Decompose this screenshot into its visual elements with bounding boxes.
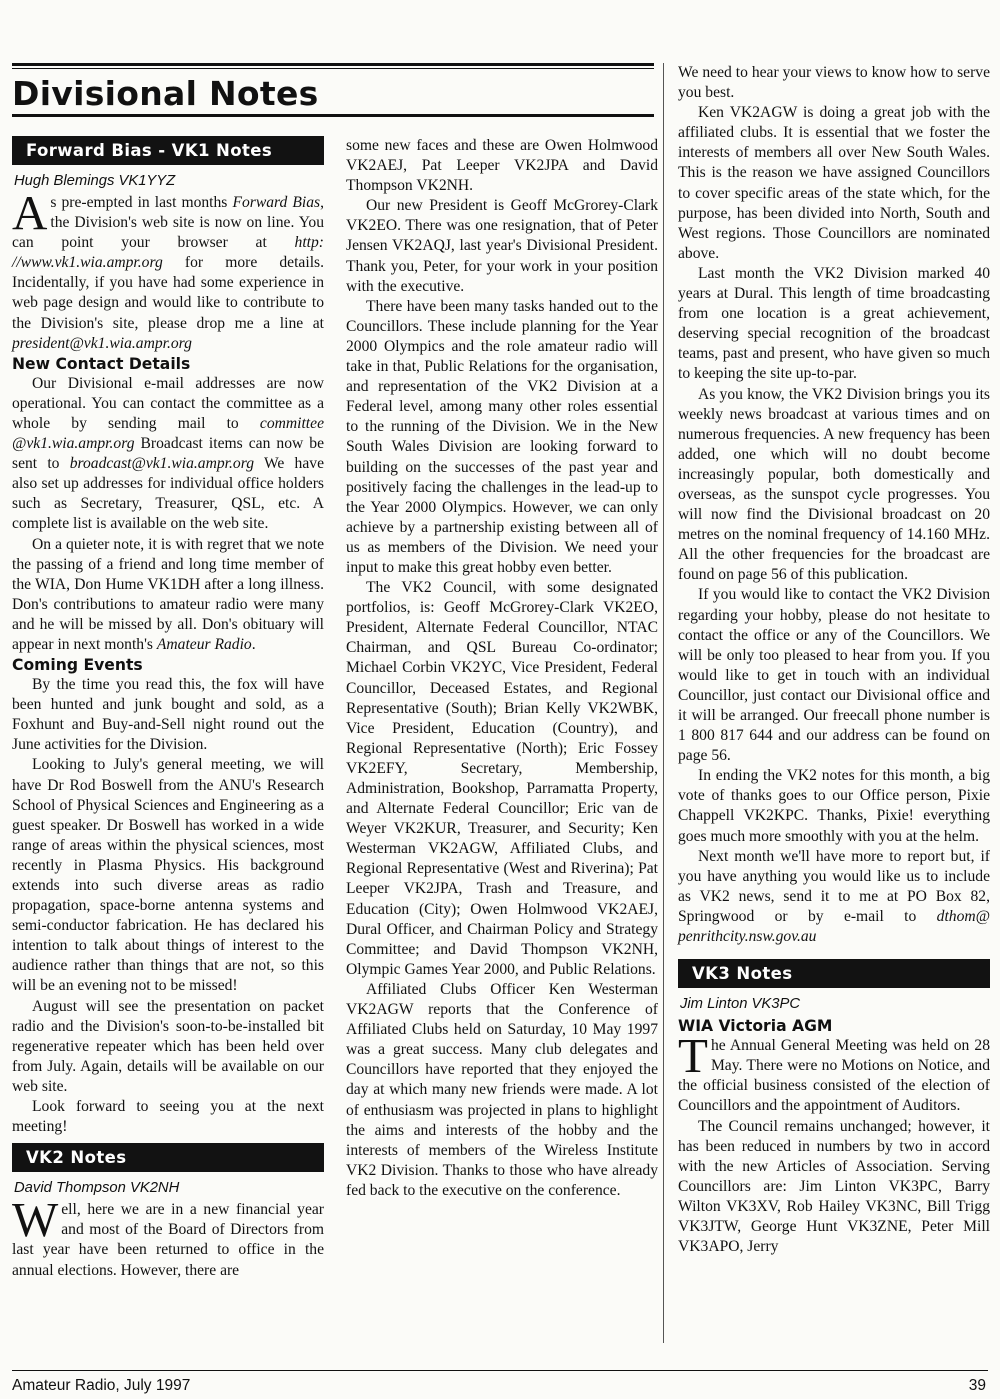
footer-rule — [12, 1370, 988, 1371]
contact-paragraph-1: Our Divisional e-mail addresses are now operational. You can contact the committee as a whole by sending mail to committee @vk1.wia.ampr.org Broadcast items can now be sent to broadcast@vk1.wia.ampr.org We have also set up addresses for individual office holders such as Secretary, Treasurer, QSL, etc. A complete list is available on the web site. — [12, 374, 324, 533]
events-paragraph-1: By the time you read this, the fox will have been hunted and junk bought and sold, as a Foxhunt and Buy-and-Sell night round out the June activities for the Division. — [12, 676, 324, 754]
author-vk3: Jim Linton VK3PC — [680, 996, 801, 1013]
subhead-new-contact-details: New Contact Details — [12, 354, 191, 373]
vk2-paragraph-8: Ken VK2AGW is doing a great job with the affiliated clubs. It is essential that we foster the interests of members all over New South Wales. This is the reason we have assigned Councillors to cover specific areas of the state which, for the purpose, has been divided into North, South and West regions. Those Councillors are nominated above. — [678, 104, 990, 262]
vk2-paragraph-12: In ending the VK2 notes for this month, a big vote of thanks goes to our Office person, Pixie Chappell VK2KPC. Thanks, Pixie! everything goes much more smoothly with you at the helm. — [678, 767, 990, 845]
column-divider — [663, 63, 664, 1343]
subhead-coming-events: Coming Events — [12, 656, 143, 675]
email-address: dthom@ penrithcity.nsw.gov.au — [678, 907, 990, 946]
header-rule-bottom — [12, 68, 654, 69]
contact-paragraph-2: On a quieter note, it is with regret that we note the passing of a friend and long time member of the WIA, Don Hume VK1DH after a long illness. Don's contributions to amateur radio were many and he will be missed by all. Don's obituary will appear in next month's Amateur Radio. — [12, 535, 324, 653]
page-title: Divisional Notes — [12, 74, 319, 113]
events-paragraph-2: Looking to July's general meeting, we will have Dr Rod Boswell from the ANU's Research School of Physical Sciences and Engineering as a guest speaker. Dr Boswell has worked in a wide range of areas within the physical sciences, most recently in Plasma Physics. His background extends into such diverse areas as radio propagation, space-borne antenna systems and semi-conductor fabrication. He has declared his intention to talk about things of interest to the audience rather than things that are not, so this will be an evening not to be missed! — [12, 756, 324, 995]
events-paragraph-4: Look forward to seeing you at the next meeting! — [12, 1098, 324, 1136]
author-vk1: Hugh Blemings VK1YYZ — [14, 173, 176, 189]
header-rule-top — [12, 63, 654, 66]
subhead-wia-victoria-agm: WIA Victoria AGM — [678, 1017, 833, 1036]
drop-cap: W — [12, 1192, 59, 1248]
vk3-paragraph-2: The Council remains unchanged; however, it has been reduced in numbers by two in accord with the new Articles of Association. Serving Councillors are: Jim Linton VK3PC, Barry Wilton VK3XV, Rob Hailey VK3NC, Bill Trigg VK3JTW, George Hunt VK3ZNE, Peter Mill VK3APO, Jerry — [678, 1117, 990, 1256]
vk2-paragraph-3: Our new President is Geoff McGrorey-Clark VK2EO. There was one resignation, that of Peter Jensen VK2AQJ, last year's Divisional President. Thank you, Peter, for your work in your position with the executive. — [346, 197, 658, 295]
email-address: broadcast@vk1.wia.ampr.org — [69, 455, 254, 473]
footer-page-number: 39 — [968, 1377, 986, 1394]
vk2-paragraph-2: some new faces and these are Owen Holmwood VK2AEJ, Pat Leeper VK2JPA and David Thompson VK2NH. — [346, 137, 658, 195]
column-3 — [678, 63, 990, 1257]
section-bar-vk3: VK3 Notes — [678, 959, 990, 988]
vk1-paragraph-1: As pre-empted in last months Forward Bias, the Division's web site is now on line. You can point your browser at http: //www.vk1.wia.ampr.org for more details. Incidentally, if you have had some experience in web page design and would like to contribute to the Division's site, please drop me a line at president@vk1.wia.ampr.org — [12, 185, 324, 352]
section-bar-vk2: VK2 Notes — [12, 1143, 324, 1172]
vk2-paragraph-6: Affiliated Clubs Officer Ken Westerman VK2AGW reports that the Conference of Affiliated Clubs held on Saturday, 10 May 1997 was a great success. Many club delegates and Councillors have reported that they enjoyed the day at which many new friends were made. A lot of enthusiasm was projected in plans to highlight the aims and interests of the hobby and the interests of members of the Wireless Institute VK2 Division. Thanks to those who have already fed back to the executive on the conference. — [346, 980, 658, 1199]
events-paragraph-3: August will see the presentation on packet radio and the Division's soon-to-be-installed bit regenerative repeater which has been held over from July. Again, details will be available on our web site. — [12, 997, 324, 1095]
vk2-paragraph-11: If you would like to contact the VK2 Division regarding your hobby, please do not hesitate to contact the office or any of the Councillors. We will be only too pleased to hear from you. If you would like to get in touch with an individual Councillor, just contact our Divisional office and it will be arranged. Our freecall phone number is 1 800 817 644 and our address can be found on page 56. — [678, 586, 990, 765]
vk2-paragraph-13: Next month we'll have more to report but, if you have anything you would like us to include as VK2 news, send it to me at PO Box 82, Springwood or by e-mail to dthom@ penrithcity.nsw.gov.au — [678, 847, 990, 946]
vk2-paragraph-9: Last month the VK2 Division marked 40 years at Dural. This length of time broadcasting from one location is a great achievement, deserving special recognition of the broadcast teams, past and present, who have given so much to keeping the site up-to-par. — [678, 264, 990, 383]
drop-cap: A — [12, 185, 48, 240]
vk2-paragraph-7: We need to hear your views to know how to serve you best. — [678, 64, 990, 102]
vk2-paragraph-1: Well, here we are in a new financial year and most of the Board of Directors from last year have been returned to office in the annual elections. However, there are — [12, 1192, 324, 1279]
email-address: president@vk1.wia.ampr.org — [12, 334, 192, 352]
title-underline — [12, 114, 654, 117]
web-address: http: //www.vk1.wia.ampr.org — [12, 234, 324, 272]
section-bar-vk1: Forward Bias - VK1 Notes — [12, 136, 324, 165]
vk2-paragraph-10: As you know, the VK2 Division brings you its weekly news broadcast at various times and on numerous frequencies. A new frequency has been added, one which will no doubt become increasingly popular, both domestically and overseas, as the sunspot cycle progresses. You will now find the Divisional broadcast on 20 metres on the nominal frequency of 14.160 MHz. All the other frequencies for the broadcast are found on page 56 of this publication. — [678, 385, 990, 584]
author-vk2: David Thompson VK2NH — [14, 1180, 180, 1197]
column-1 — [12, 136, 324, 1281]
email-address: committee @vk1.wia.ampr.org — [12, 414, 324, 453]
vk2-paragraph-4: There have been many tasks handed out to the Councillors. These include planning for the Year 2000 Olympics and the role amateur radio will take in that, Public Relations for the organisation, and representation of the VK2 Division at a Federal level, among many other roles essential to the running of the Division. We in the New South Wales Division are looking forward to building on the successes of the past year and positively facing the challenges in the lead-up to the Year 2000 Olympics. However, we can only achieve by a partnership existing between all of us as members of the Division. We need your input to make this great hobby even better. — [346, 297, 658, 576]
vk3-paragraph-1: The Annual General Meeting was held on 28 May. There were no Motions on Notice, and the official business consisted of the election of Councillors and the appointment of Auditors. — [678, 1028, 990, 1115]
column-2 — [346, 136, 658, 1201]
footer-publication: Amateur Radio, July 1997 — [12, 1377, 191, 1394]
drop-cap: T — [678, 1028, 708, 1084]
vk2-paragraph-5: The VK2 Council, with some designated portfolios, is: Geoff McGrorey-Clark VK2EO, President, Alternate Federal Councillor, NTAC Chairman, and QSL Bureau Co-ordinator; Michael Corbin VK2YC, Vice President, Federal Councillor, Deceased Estates, and Regional Representative (South); Brian Kelly VK2WBK, Vice President, Education (Country), and Regional Representative (North); Eric Fossey VK2EFY, Secretary, Membership, Administration, Bookshop, Parramatta Property, and Alternate Federal Councillor; Eric van de Weyer VK2KUR, Treasurer, and Security; Ken Westerman VK2AGW, Affiliated Clubs, and Regional Representative (West and Riverina); Pat Leeper VK2JPA, Trash and Treasure, and Education (City); Owen Holmwood VK2AEJ, Dural Officer, and Chairman Policy and Strategy Committee; and David Thompson VK2NH, Olympic Games Year 2000, and Public Relations. — [346, 579, 658, 978]
